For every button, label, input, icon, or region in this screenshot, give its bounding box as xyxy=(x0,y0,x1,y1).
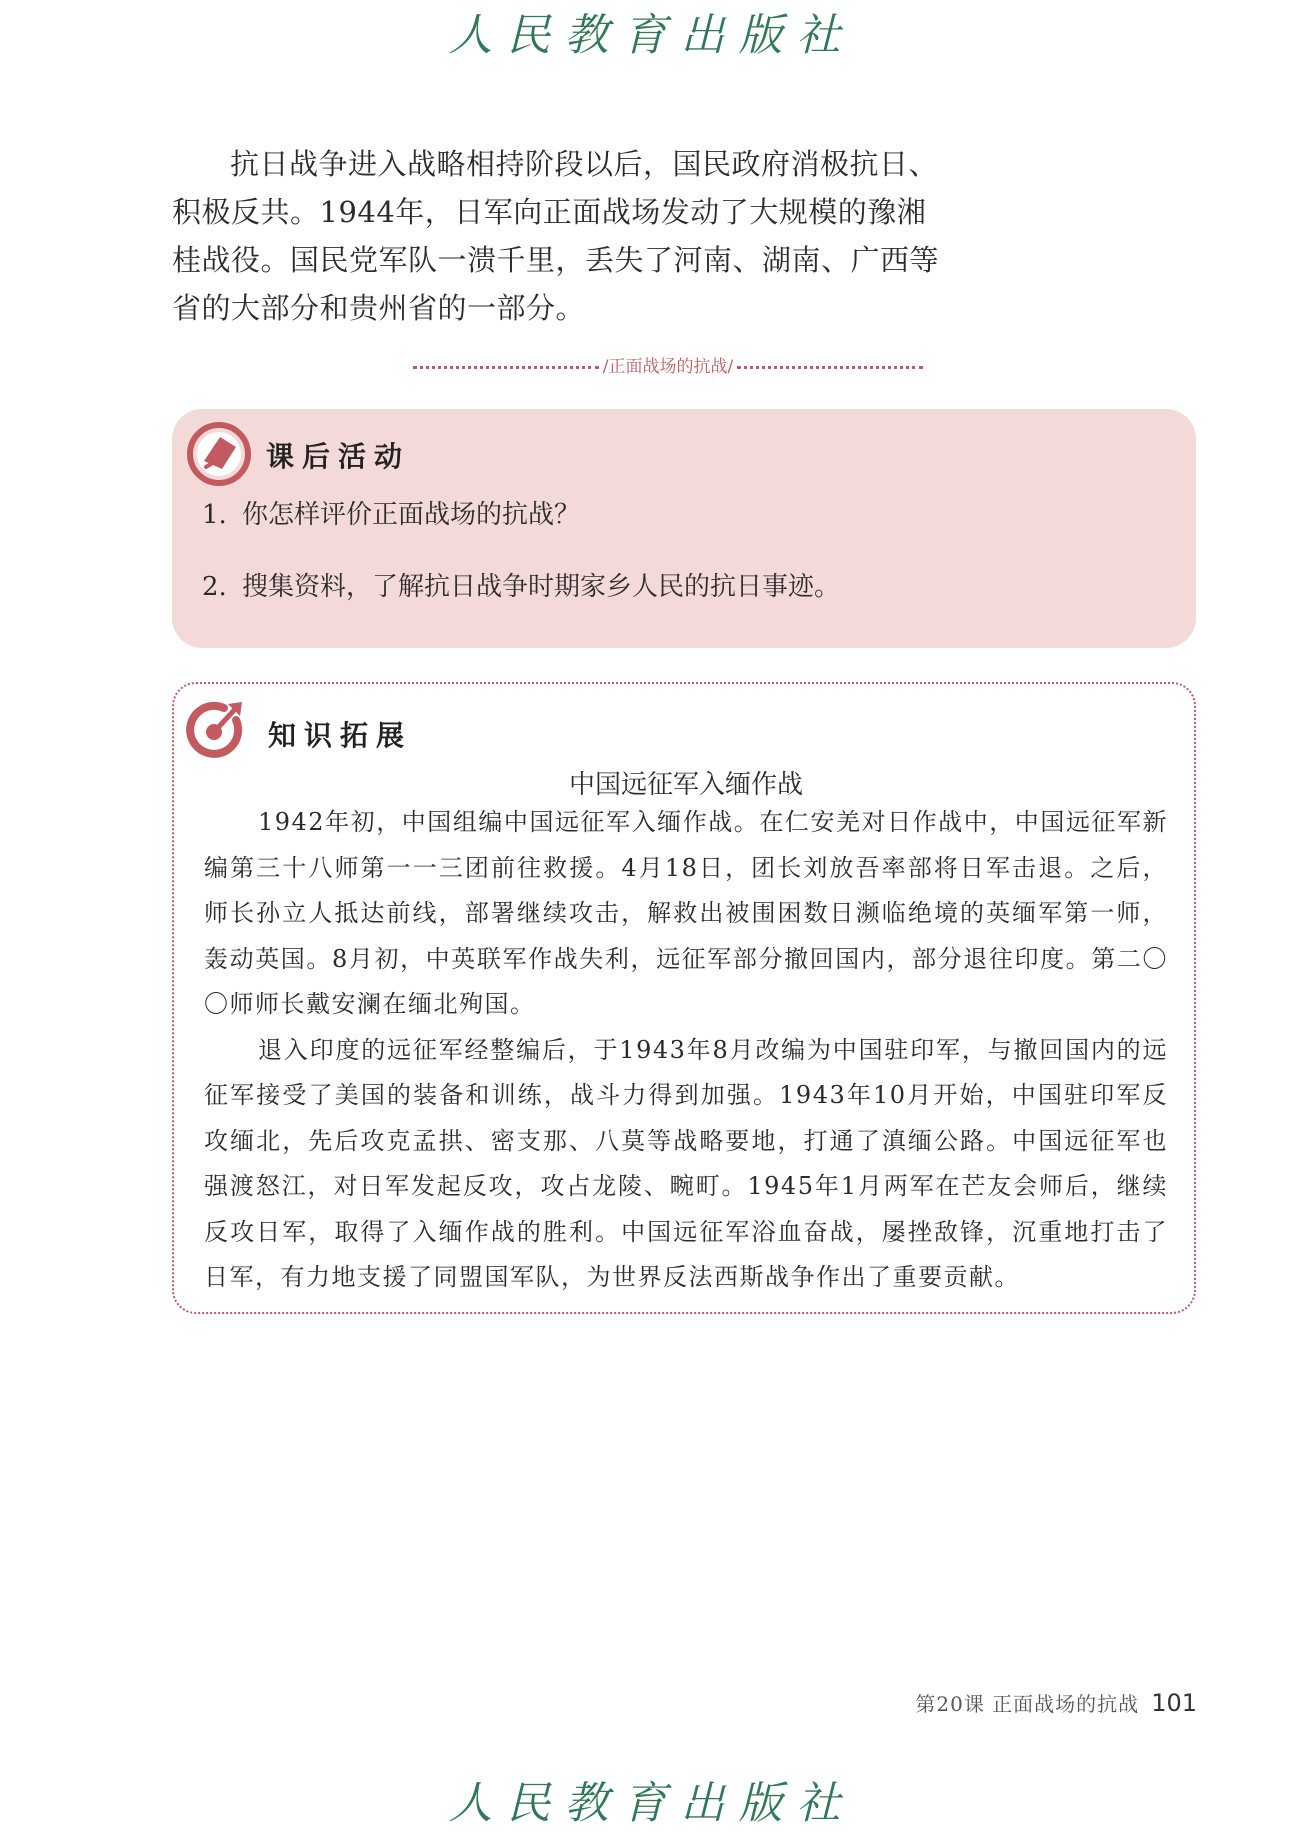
knowledge-icon xyxy=(184,698,250,764)
question-number: 1. xyxy=(202,500,227,530)
page-footer xyxy=(915,1688,1197,1717)
section-source-label: /正面战场的抗战/ xyxy=(602,357,734,377)
activity-title: 课后活动 xyxy=(266,440,411,473)
knowledge-extension-box xyxy=(172,682,1196,1314)
publisher-watermark-top: 人民教育出版社 xyxy=(448,10,855,61)
activity-box xyxy=(172,409,1196,648)
extension-heading: 知识拓展 xyxy=(268,719,413,752)
question-text: 搜集资料，了解抗日战争时期家乡人民的抗日事迹。 xyxy=(242,572,841,602)
activity-question xyxy=(202,569,840,605)
main-paragraph: 抗日战争进入战略相持阶段以后，国民政府消极抗日、积极反共。1944年，日军向正面战场发动了大规模的豫湘桂战役。国民党军队一溃千里，丢失了河南、湖南、广西等省的大部分和贵州省的一部分。 xyxy=(172,147,940,325)
divider-dots-right xyxy=(737,356,923,369)
section-source xyxy=(413,352,923,377)
page-number: 101 xyxy=(1151,1689,1197,1717)
extension-paragraph: 1942年初，中国组编中国远征军入缅作战。在仁安羌对日作战中，中国远征军新编第三十八师第一一三团前往救援。4月18日，团长刘放吾率部将日军击退。之后，师长孙立人抵达前线，部署继续攻击，解救出被围困数日濒临绝境的英缅军第一师，轰动英国。8月初，中英联军作战失利，远征军部分撤回国内，部分退往印度。第二〇〇师师长戴安澜在缅北殉国。 xyxy=(204,808,1168,1018)
publisher-watermark-bottom: 人民教育出版社 xyxy=(448,1778,855,1829)
footer-lesson-title: 第20课 正面战场的抗战 xyxy=(915,1692,1140,1716)
divider-dots-left xyxy=(413,356,599,369)
extension-body xyxy=(204,800,1168,1301)
activity-icon xyxy=(186,421,252,487)
activity-question-list xyxy=(202,497,840,641)
extension-article-title: 中国远征军入缅作战 xyxy=(568,770,803,800)
question-number: 2. xyxy=(202,572,227,602)
extension-paragraph: 退入印度的远征军经整编后，于1943年8月改编为中国驻印军，与撤回国内的远征军接受了美国的装备和训练，战斗力得到加强。1943年10月开始，中国驻印军反攻缅北，先后攻克孟拱、密支那、八莫等战略要地，打通了滇缅公路。中国远征军也强渡怒江，对日军发起反攻，攻占龙陵、畹町。1945年1月两军在芒友会师后，继续反攻日军，取得了入缅作战的胜利。中国远征军浴血奋战，屡挫敌锋，沉重地打击了日军，有力地支援了同盟国军队，为世界反法西斯战争作出了重要贡献。 xyxy=(204,1035,1168,1291)
activity-question xyxy=(202,497,840,533)
question-text: 你怎样评价正面战场的抗战？ xyxy=(242,500,581,530)
